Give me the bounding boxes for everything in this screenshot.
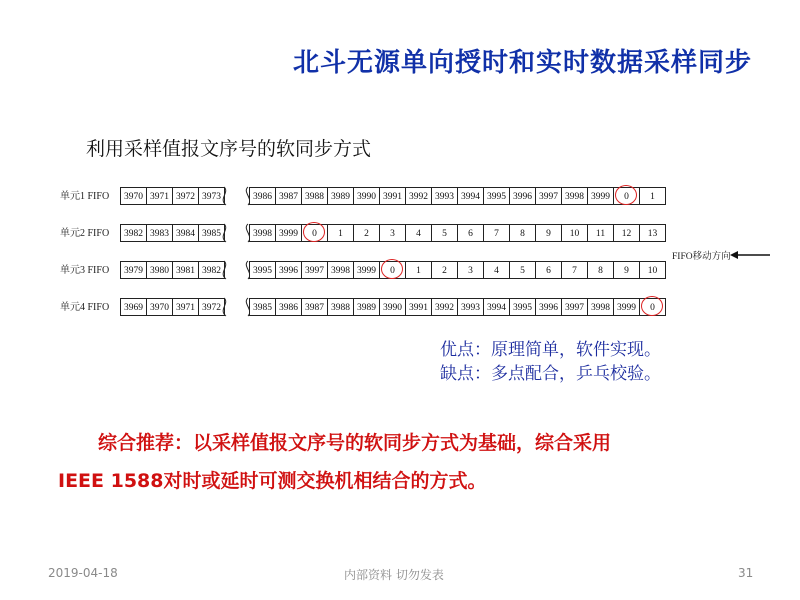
fifo-direction-arrow (730, 250, 770, 260)
fifo-cell: 6 (535, 261, 562, 279)
fifo-cell: 3996 (275, 261, 302, 279)
fifo-unit-label: 单元3 FIFO (60, 265, 110, 276)
fifo-cell: 3973 (198, 187, 225, 205)
fifo-cell: 3994 (457, 187, 484, 205)
slide-subtitle: 利用采样值报文序号的软同步方式 (86, 138, 372, 160)
cons-text: 缺点：多点配合，乒乓校验。 (440, 364, 661, 384)
highlight-circle (615, 185, 637, 205)
footer-page-number: 31 (738, 566, 754, 580)
fifo-cell: 3998 (327, 261, 354, 279)
fifo-cell: 3997 (301, 261, 328, 279)
fifo-cell: 3999 (353, 261, 380, 279)
fifo-cell: 3970 (120, 187, 147, 205)
fifo-cell: 3994 (483, 298, 510, 316)
fifo-cell: 9 (613, 261, 640, 279)
fifo-cell: 6 (457, 224, 484, 242)
footer-date: 2019-04-18 (48, 566, 118, 580)
fifo-cell: 3990 (379, 298, 406, 316)
fifo-unit-label: 单元2 FIFO (60, 228, 110, 239)
fifo-cell: 1 (405, 261, 432, 279)
fifo-cell: 3979 (120, 261, 147, 279)
fifo-cell: 0 (379, 261, 406, 279)
footer-center-text: 内部资料 切勿发表 (344, 568, 444, 582)
fifo-unit-label: 单元4 FIFO (60, 302, 110, 313)
fifo-cell: 3987 (301, 298, 328, 316)
fifo-direction-label: FIFO移动方向 (672, 252, 731, 262)
fifo-cell: 5 (509, 261, 536, 279)
fifo-unit-label: 单元1 FIFO (60, 191, 110, 202)
fifo-cell: 3992 (431, 298, 458, 316)
pros-text: 优点：原理简单，软件实现。 (440, 340, 661, 360)
fifo-cell: 3997 (535, 187, 562, 205)
fifo-cell: 3998 (561, 187, 588, 205)
fifo-cell: 7 (561, 261, 588, 279)
fifo-cell: 0 (613, 187, 640, 205)
fifo-cell: 3991 (405, 298, 432, 316)
fifo-cell: 1 (327, 224, 354, 242)
fifo-cell: 3969 (120, 298, 147, 316)
fifo-cell: 0 (639, 298, 666, 316)
fifo-cell: 3987 (275, 187, 302, 205)
fifo-cell: 3972 (198, 298, 225, 316)
fifo-cell: 3983 (146, 224, 173, 242)
fifo-cell: 3995 (249, 261, 276, 279)
fifo-cell: 3 (457, 261, 484, 279)
fifo-cell: 3996 (509, 187, 536, 205)
fifo-cell: 3984 (172, 224, 199, 242)
highlight-circle (381, 259, 403, 279)
fifo-cell: 3982 (198, 261, 225, 279)
notes-block (440, 338, 661, 386)
fifo-cell: 9 (535, 224, 562, 242)
fifo-cell: 12 (613, 224, 640, 242)
fifo-cell: 3999 (587, 187, 614, 205)
fifo-cell: 3971 (146, 187, 173, 205)
fifo-cell: 3985 (198, 224, 225, 242)
fifo-cell: 4 (405, 224, 432, 242)
fifo-cell: 3986 (249, 187, 276, 205)
fifo-cell: 3993 (457, 298, 484, 316)
fifo-row (0, 187, 800, 207)
fifo-cell: 2 (353, 224, 380, 242)
fifo-cell: 8 (509, 224, 536, 242)
fifo-row (0, 261, 800, 281)
fifo-cell: 3972 (172, 187, 199, 205)
fifo-cell: 3995 (483, 187, 510, 205)
fifo-cell: 10 (639, 261, 666, 279)
highlight-circle (641, 296, 663, 316)
fifo-cell: 5 (431, 224, 458, 242)
fifo-row (0, 298, 800, 318)
fifo-cell: 3980 (146, 261, 173, 279)
fifo-cell: 3996 (535, 298, 562, 316)
fifo-cell: 3999 (275, 224, 302, 242)
fifo-cell: 10 (561, 224, 588, 242)
fifo-cell: 1 (639, 187, 666, 205)
recommendation-line-1: 综合推荐：以采样值报文序号的软同步方式为基础，综合采用 (98, 432, 612, 454)
fifo-cell: 3999 (613, 298, 640, 316)
fifo-cell: 3998 (249, 224, 276, 242)
fifo-cell: 3981 (172, 261, 199, 279)
fifo-cell: 3 (379, 224, 406, 242)
fifo-cell: 8 (587, 261, 614, 279)
fifo-cell: 3986 (275, 298, 302, 316)
fifo-cell: 3988 (301, 187, 328, 205)
fifo-cell: 3982 (120, 224, 147, 242)
fifo-cell: 3988 (327, 298, 354, 316)
fifo-cell: 11 (587, 224, 614, 242)
fifo-cell: 0 (301, 224, 328, 242)
fifo-cell: 3997 (561, 298, 588, 316)
fifo-cell: 3998 (587, 298, 614, 316)
fifo-cell: 3992 (405, 187, 432, 205)
fifo-cell: 13 (639, 224, 666, 242)
fifo-cell: 3985 (249, 298, 276, 316)
fifo-row (0, 224, 800, 244)
fifo-cell: 7 (483, 224, 510, 242)
fifo-cell: 3989 (327, 187, 354, 205)
fifo-cell: 3990 (353, 187, 380, 205)
recommendation-line-2: IEEE 1588对时或延时可测交换机相结合的方式。 (58, 470, 487, 492)
highlight-circle (303, 222, 325, 242)
fifo-cell: 2 (431, 261, 458, 279)
fifo-cell: 3993 (431, 187, 458, 205)
fifo-cell: 3971 (172, 298, 199, 316)
fifo-cell: 4 (483, 261, 510, 279)
fifo-cell: 3995 (509, 298, 536, 316)
fifo-cell: 3989 (353, 298, 380, 316)
fifo-cell: 3970 (146, 298, 173, 316)
recommendation-block (58, 424, 611, 500)
fifo-cell: 3991 (379, 187, 406, 205)
slide-title: 北斗无源单向授时和实时数据采样同步 (292, 48, 752, 78)
